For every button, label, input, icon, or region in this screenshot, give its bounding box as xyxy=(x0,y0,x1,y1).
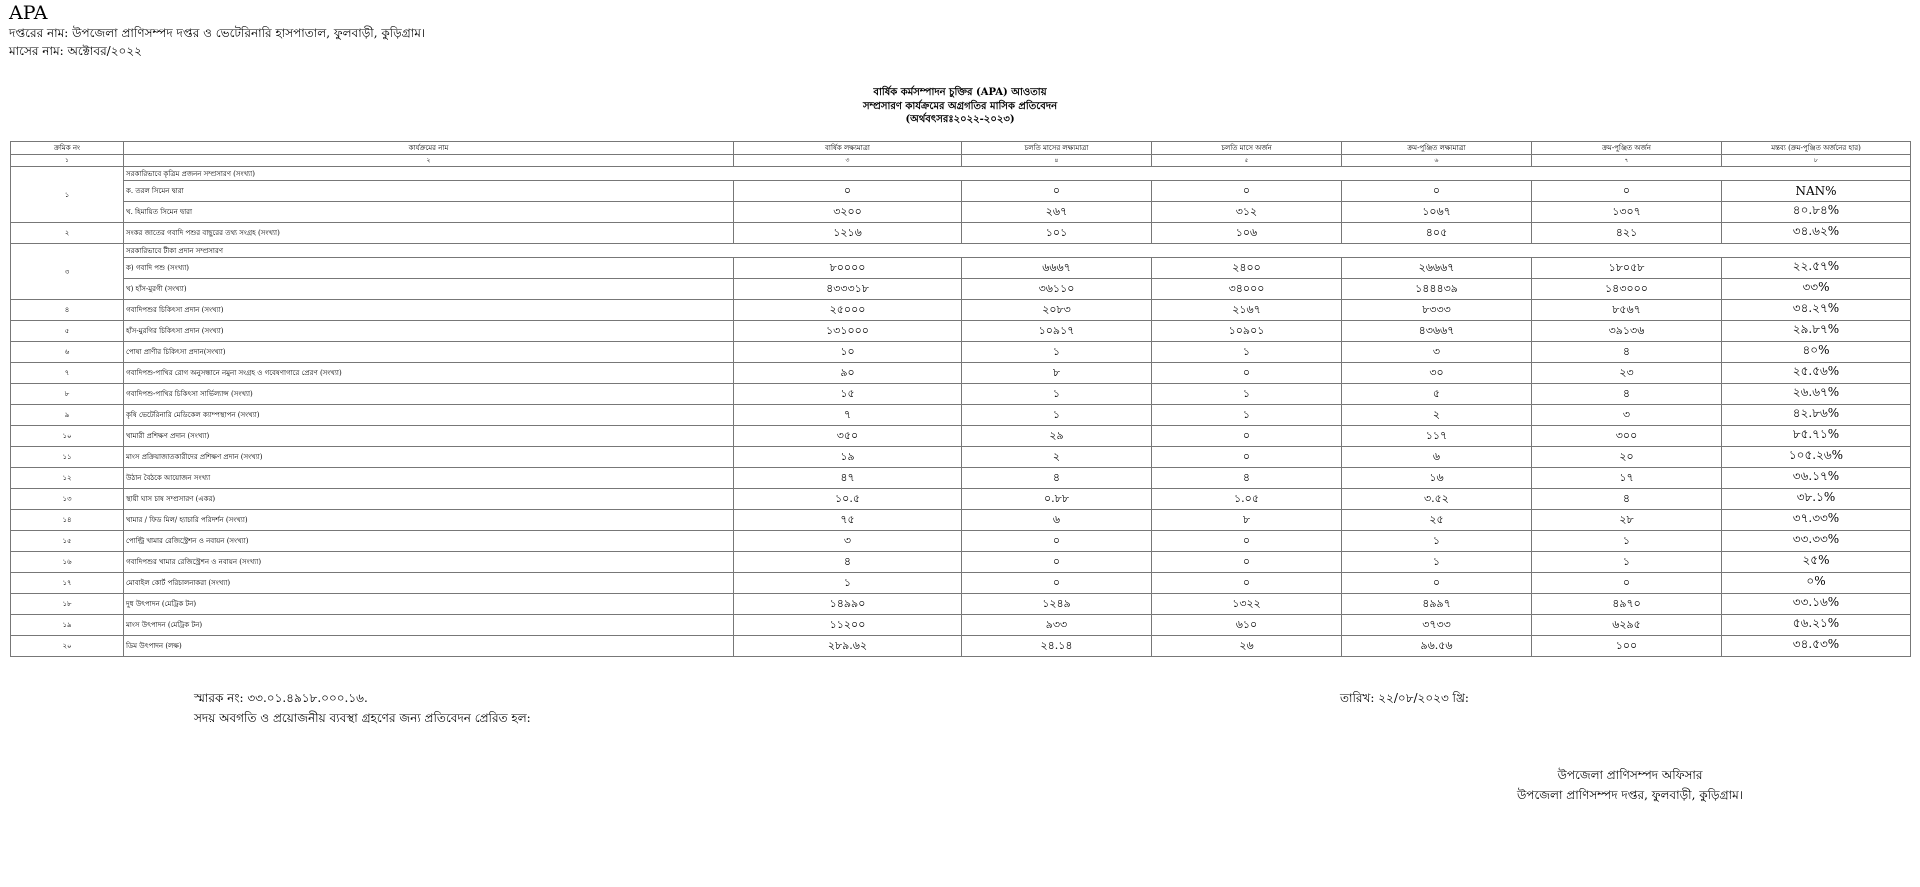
table-row xyxy=(11,468,1911,489)
title-line-1: বার্ষিক কর্মসম্পাদন চুক্তির (APA) আওতায় xyxy=(873,87,1047,98)
serial-cell: ৭ xyxy=(11,363,124,384)
annual-target: ৮০০০০ xyxy=(734,258,962,279)
cumulative-target: ৫ xyxy=(1342,384,1532,405)
achievement-rate: ৪২.৮৬% xyxy=(1722,405,1911,426)
annual-target: ৩২০০ xyxy=(734,202,962,223)
cumulative-target: ০ xyxy=(1342,573,1532,594)
table-row xyxy=(11,300,1911,321)
column-number: ৭ xyxy=(1532,155,1722,167)
serial-cell: ৯ xyxy=(11,405,124,426)
column-number: ৫ xyxy=(1152,155,1342,167)
col-header: ক্রম-পুঞ্জিত অর্জন xyxy=(1532,142,1722,155)
cumulative-achievement: ৪ xyxy=(1532,384,1722,405)
cumulative-achievement: ৪৯৭০ xyxy=(1532,594,1722,615)
annual-target: ১২১৬ xyxy=(734,223,962,244)
activity-name: উঠান বৈঠকে আয়োজন সংখ্যা xyxy=(124,468,734,489)
serial-cell: ৩ xyxy=(11,244,124,300)
cumulative-achievement: ১০০ xyxy=(1532,636,1722,657)
serial-cell: ১৬ xyxy=(11,552,124,573)
month-target: ২০৮৩ xyxy=(962,300,1152,321)
month-target: ২৪.১৪ xyxy=(962,636,1152,657)
serial-cell: ১৮ xyxy=(11,594,124,615)
month-achievement: ০ xyxy=(1152,426,1342,447)
activity-name: খামারী প্রশিক্ষণ প্রদান (সংখ্যা) xyxy=(124,426,734,447)
month-achievement: ০ xyxy=(1152,447,1342,468)
group-heading: সরকারিভাবে কৃত্রিম প্রজনন সম্প্রসারণ (সংখ্যা) xyxy=(124,167,1911,181)
table-row xyxy=(11,615,1911,636)
annual-target: ১০ xyxy=(734,342,962,363)
col-header: মন্তব্য (ক্রম-পুঞ্জিত অর্জনের হার) xyxy=(1722,142,1911,155)
month-target: ০ xyxy=(962,552,1152,573)
table-row xyxy=(11,426,1911,447)
month-achievement: ২১৬৭ xyxy=(1152,300,1342,321)
table-row xyxy=(11,279,1911,300)
activity-name: সংকর জাতের গবাদি পশুর বাছুরের তথ্য সংগ্রহ (সংখ্যা) xyxy=(124,223,734,244)
month-achievement: ৩৪০০০ xyxy=(1152,279,1342,300)
month-achievement: ১ xyxy=(1152,342,1342,363)
cumulative-achievement: ৪২১ xyxy=(1532,223,1722,244)
cumulative-achievement: ০ xyxy=(1532,181,1722,202)
column-number: ২ xyxy=(124,155,734,167)
annual-target: ৭ xyxy=(734,405,962,426)
table-row xyxy=(11,202,1911,223)
activity-name: কৃষি ভেটেরিনারি মেডিকেল ক্যাম্পস্থাপন (সংখ্যা) xyxy=(124,405,734,426)
annual-target: ১০.৫ xyxy=(734,489,962,510)
month-target: ০ xyxy=(962,531,1152,552)
cumulative-achievement: ৪ xyxy=(1532,489,1722,510)
col-header: ক্রম-পুঞ্জিত লক্ষ্যমাত্রা xyxy=(1342,142,1532,155)
month-achievement: ১০৬ xyxy=(1152,223,1342,244)
column-number: ৬ xyxy=(1342,155,1532,167)
table-row xyxy=(11,384,1911,405)
month-target: ৮ xyxy=(962,363,1152,384)
annual-target: ২৫০০০ xyxy=(734,300,962,321)
activity-name: খ) হাঁস-মুরগী (সংখ্যা) xyxy=(124,279,734,300)
annual-target: ১৯ xyxy=(734,447,962,468)
serial-cell: ১২ xyxy=(11,468,124,489)
activity-name: খামার / ফিড মিল/ হ্যাচারি পরিদর্শন (সংখ্যা) xyxy=(124,510,734,531)
serial-cell: ১৭ xyxy=(11,573,124,594)
month-target: ৯৩৩ xyxy=(962,615,1152,636)
activity-name: খ. হিমায়িত সিমেন দ্বারা xyxy=(124,202,734,223)
table-row xyxy=(11,531,1911,552)
cumulative-achievement: ৩ xyxy=(1532,405,1722,426)
cumulative-target: ৩ xyxy=(1342,342,1532,363)
progress-table xyxy=(10,141,1911,657)
month-achievement: ৪ xyxy=(1152,468,1342,489)
achievement-rate: ৪০.৮৪% xyxy=(1722,202,1911,223)
officer-title: উপজেলা প্রাণিসম্পদ অফিসার xyxy=(1557,768,1703,782)
annual-target: ২৮৯.৬২ xyxy=(734,636,962,657)
achievement-rate: ২৫% xyxy=(1722,552,1911,573)
cumulative-target: ১৬ xyxy=(1342,468,1532,489)
group-heading: সরকারিভাবে টীকা প্রদান সম্প্রসারণ xyxy=(124,244,1911,258)
activity-name: ক) গবাদি পশু (সংখ্যা) xyxy=(124,258,734,279)
cumulative-achievement: ১৩০৭ xyxy=(1532,202,1722,223)
cumulative-achievement: ১৭ xyxy=(1532,468,1722,489)
cumulative-achievement: ৬২৯৫ xyxy=(1532,615,1722,636)
annual-target: ১ xyxy=(734,573,962,594)
col-header: চলতি মাসের লক্ষ্যমাত্রা xyxy=(962,142,1152,155)
month-achievement: ০ xyxy=(1152,573,1342,594)
achievement-rate: ৩৪.৬২% xyxy=(1722,223,1911,244)
cumulative-achievement: ৮৫৬৭ xyxy=(1532,300,1722,321)
cumulative-target: ২৫ xyxy=(1342,510,1532,531)
cumulative-achievement: ৩৯১৩৬ xyxy=(1532,321,1722,342)
month-achievement: ১ xyxy=(1152,384,1342,405)
serial-cell: ১১ xyxy=(11,447,124,468)
table-row xyxy=(11,405,1911,426)
month-target: ১ xyxy=(962,405,1152,426)
annual-target: ১৪৯৯০ xyxy=(734,594,962,615)
cumulative-target: ১৪৪৪৩৯ xyxy=(1342,279,1532,300)
annual-target: ০ xyxy=(734,181,962,202)
month-target: ১০৯১৭ xyxy=(962,321,1152,342)
column-number: ৩ xyxy=(734,155,962,167)
table-header-row xyxy=(11,142,1911,155)
month-name: মাসের নাম: অক্টোবর/২০২২ xyxy=(9,44,142,58)
column-number: ৪ xyxy=(962,155,1152,167)
column-number: ১ xyxy=(11,155,124,167)
serial-cell: ১৩ xyxy=(11,489,124,510)
table-row xyxy=(11,636,1911,657)
column-number: ৮ xyxy=(1722,155,1911,167)
serial-cell: ১৪ xyxy=(11,510,124,531)
table-row xyxy=(11,552,1911,573)
activity-name: মাংস উৎপাদন (মেট্রিক টন) xyxy=(124,615,734,636)
table-row xyxy=(11,223,1911,244)
activity-name: ক. তরল সিমেন দ্বারা xyxy=(124,181,734,202)
cumulative-target: ৩০ xyxy=(1342,363,1532,384)
cumulative-target: ৮৩৩৩ xyxy=(1342,300,1532,321)
table-row xyxy=(11,594,1911,615)
month-achievement: ১ xyxy=(1152,405,1342,426)
annual-target: ৭৫ xyxy=(734,510,962,531)
cumulative-target: ১১৭ xyxy=(1342,426,1532,447)
cumulative-target: ৪৯৯৭ xyxy=(1342,594,1532,615)
annual-target: ১১২০০ xyxy=(734,615,962,636)
month-achievement: ৬১০ xyxy=(1152,615,1342,636)
annual-target: ৪৭ xyxy=(734,468,962,489)
month-achievement: ১৩২২ xyxy=(1152,594,1342,615)
month-achievement: ৩১২ xyxy=(1152,202,1342,223)
officer-office: উপজেলা প্রাণিসম্পদ দপ্তর, ফুলবাড়ী, কুড়িগ্রাম। xyxy=(1516,788,1744,802)
month-achievement: ০ xyxy=(1152,181,1342,202)
serial-cell: ১ xyxy=(11,167,124,223)
achievement-rate: NAN% xyxy=(1722,181,1911,202)
month-achievement: ১০৯০১ xyxy=(1152,321,1342,342)
achievement-rate: ০% xyxy=(1722,573,1911,594)
achievement-rate: ৩৪.৫৩% xyxy=(1722,636,1911,657)
report-header xyxy=(9,2,425,60)
report-titles xyxy=(0,86,1920,127)
forward-note: সদয় অবগতি ও প্রয়োজনীয় ব্যবস্থা গ্রহণের জন্য প্রতিবেদন প্রেরিত হল: xyxy=(194,711,531,725)
month-target: ২৬৭ xyxy=(962,202,1152,223)
month-target: ১ xyxy=(962,342,1152,363)
achievement-rate: ২৬.৬৭% xyxy=(1722,384,1911,405)
achievement-rate: ৩৩.১৬% xyxy=(1722,594,1911,615)
month-achievement: ০ xyxy=(1152,552,1342,573)
activity-name: হাঁস-মুরগির চিকিৎসা প্রদান (সংখ্যা) xyxy=(124,321,734,342)
month-target: ৬৬৬৭ xyxy=(962,258,1152,279)
month-target: ৪ xyxy=(962,468,1152,489)
annual-target: ৪৩৩৩১৮ xyxy=(734,279,962,300)
activity-name: দুধ উৎপাদন (মেট্রিক টন) xyxy=(124,594,734,615)
annual-target: ৪ xyxy=(734,552,962,573)
table-row xyxy=(11,489,1911,510)
cumulative-target: ১ xyxy=(1342,531,1532,552)
col-header: ক্রমিক নং xyxy=(11,142,124,155)
month-target: ১ xyxy=(962,384,1152,405)
serial-cell: ৪ xyxy=(11,300,124,321)
serial-cell: ১৫ xyxy=(11,531,124,552)
month-target: ২৯ xyxy=(962,426,1152,447)
annual-target: ৩ xyxy=(734,531,962,552)
achievement-rate: ২২.৫৭% xyxy=(1722,258,1911,279)
achievement-rate: ২৯.৮৭% xyxy=(1722,321,1911,342)
achievement-rate: ১০৫.২৬% xyxy=(1722,447,1911,468)
memo-block xyxy=(194,688,531,728)
achievement-rate: ৫৬.২১% xyxy=(1722,615,1911,636)
achievement-rate: ৮৫.৭১% xyxy=(1722,426,1911,447)
annual-target: ৩৫০ xyxy=(734,426,962,447)
month-target: ১২৪৯ xyxy=(962,594,1152,615)
cumulative-achievement: ৩০০ xyxy=(1532,426,1722,447)
cumulative-target: ০ xyxy=(1342,181,1532,202)
signature-block xyxy=(1460,765,1800,805)
serial-cell: ৮ xyxy=(11,384,124,405)
month-target: ০ xyxy=(962,573,1152,594)
report-date: তারিখ: ২২/০৮/২০২৩ খ্রি: xyxy=(1340,691,1469,705)
activity-name: ডিম উৎপাদন (লক্ষ) xyxy=(124,636,734,657)
serial-cell: ২ xyxy=(11,223,124,244)
serial-cell: ১৯ xyxy=(11,615,124,636)
month-target: ৬ xyxy=(962,510,1152,531)
cumulative-achievement: ২৩ xyxy=(1532,363,1722,384)
cumulative-achievement: ২০ xyxy=(1532,447,1722,468)
table-row xyxy=(11,167,1911,181)
title-line-2: সম্প্রসারণ কার্যক্রমের অগ্রগতির মাসিক প্রতিবেদন xyxy=(862,100,1058,112)
serial-cell: ৬ xyxy=(11,342,124,363)
table-row xyxy=(11,258,1911,279)
table-row xyxy=(11,181,1911,202)
cumulative-target: ১ xyxy=(1342,552,1532,573)
annual-target: ৯০ xyxy=(734,363,962,384)
cumulative-target: ২ xyxy=(1342,405,1532,426)
col-header: কার্যক্রমের নাম xyxy=(124,142,734,155)
cumulative-target: ৩.৫২ xyxy=(1342,489,1532,510)
annual-target: ১৩১০০০ xyxy=(734,321,962,342)
activity-name: পোষা প্রাণীর চিকিৎসা প্রদান(সংখ্যা) xyxy=(124,342,734,363)
activity-name: গবাদিপশুর খামার রেজিস্ট্রেশন ও নবায়ন (সংখ্যা) xyxy=(124,552,734,573)
cumulative-target: ১০৬৭ xyxy=(1342,202,1532,223)
achievement-rate: ৩৩.৩৩% xyxy=(1722,531,1911,552)
achievement-rate: ৩৭.৩৩% xyxy=(1722,510,1911,531)
month-target: ৩৬১১০ xyxy=(962,279,1152,300)
month-target: ০.৮৮ xyxy=(962,489,1152,510)
cumulative-achievement: ১ xyxy=(1532,531,1722,552)
table-row xyxy=(11,447,1911,468)
cumulative-target: ২৬৬৬৭ xyxy=(1342,258,1532,279)
cumulative-target: ৬ xyxy=(1342,447,1532,468)
achievement-rate: ৩৮.১% xyxy=(1722,489,1911,510)
cumulative-achievement: ০ xyxy=(1532,573,1722,594)
cumulative-achievement: ১ xyxy=(1532,552,1722,573)
cumulative-target: ৪০৫ xyxy=(1342,223,1532,244)
table-row xyxy=(11,342,1911,363)
activity-name: গবাদিপশু-পাখির চিকিৎসা সার্ভিল্যান্স (সংখ্যা) xyxy=(124,384,734,405)
table-row xyxy=(11,321,1911,342)
month-achievement: ২৬ xyxy=(1152,636,1342,657)
office-name: দপ্তরের নাম: উপজেলা প্রাণিসম্পদ দপ্তর ও ভেটেরিনারি হাসপাতাল, ফুলবাড়ী, কুড়িগ্রাম। xyxy=(9,26,426,40)
achievement-rate: ৩৪.২৭% xyxy=(1722,300,1911,321)
activity-name: গবাদিপশু-পাখির রোগ অনুসন্ধানে নমুনা সংগ্রহ ও গবেষণাগারে প্রেরণ (সংখ্যা) xyxy=(124,363,734,384)
activity-name: মাংস প্রক্রিয়াজাতকারীদের প্রশিক্ষণ প্রদান (সংখ্যা) xyxy=(124,447,734,468)
cumulative-achievement: ১৪৩০০০ xyxy=(1532,279,1722,300)
activity-name: পোল্ট্রি খামার রেজিস্ট্রেশন ও নবায়ন (সংখ্যা) xyxy=(124,531,734,552)
cumulative-achievement: ১৮০৫৮ xyxy=(1532,258,1722,279)
serial-cell: ২০ xyxy=(11,636,124,657)
month-achievement: ২৪০০ xyxy=(1152,258,1342,279)
month-achievement: ৮ xyxy=(1152,510,1342,531)
month-achievement: ১.০৫ xyxy=(1152,489,1342,510)
month-target: ২ xyxy=(962,447,1152,468)
serial-cell: ৫ xyxy=(11,321,124,342)
app-title: APA xyxy=(9,2,48,24)
cumulative-target: ৪৩৬৬৭ xyxy=(1342,321,1532,342)
activity-name: স্থায়ী ঘাস চাষ সম্প্রসারণ (একর) xyxy=(124,489,734,510)
serial-cell: ১০ xyxy=(11,426,124,447)
month-achievement: ০ xyxy=(1152,363,1342,384)
cumulative-target: ৩৭৩৩ xyxy=(1342,615,1532,636)
activity-name: গবাদিপশুর চিকিৎসা প্রদান (সংখ্যা) xyxy=(124,300,734,321)
achievement-rate: ৩৬.১৭% xyxy=(1722,468,1911,489)
month-achievement: ০ xyxy=(1152,531,1342,552)
table-row xyxy=(11,573,1911,594)
cumulative-achievement: ৪ xyxy=(1532,342,1722,363)
achievement-rate: ৩৩% xyxy=(1722,279,1911,300)
month-target: ১০১ xyxy=(962,223,1152,244)
memo-number: স্মারক নং: ৩৩.০১.৪৯১৮.০০০.১৬. xyxy=(194,691,368,705)
table-row xyxy=(11,510,1911,531)
column-number-row xyxy=(11,155,1911,167)
col-header: চলতি মাসে অর্জন xyxy=(1152,142,1342,155)
table-row xyxy=(11,363,1911,384)
activity-name: মোবাইল কোর্ট পরিচালনাকরা (সংখ্যা) xyxy=(124,573,734,594)
achievement-rate: ২৫.৫৬% xyxy=(1722,363,1911,384)
month-target: ০ xyxy=(962,181,1152,202)
title-line-3: (অর্থবৎসরঃ২০২২-২০২৩) xyxy=(905,114,1015,125)
annual-target: ১৫ xyxy=(734,384,962,405)
cumulative-target: ৯৬.৫৬ xyxy=(1342,636,1532,657)
col-header: বার্ষিক লক্ষ্যমাত্রা xyxy=(734,142,962,155)
table-row xyxy=(11,244,1911,258)
cumulative-achievement: ২৮ xyxy=(1532,510,1722,531)
achievement-rate: ৪০% xyxy=(1722,342,1911,363)
